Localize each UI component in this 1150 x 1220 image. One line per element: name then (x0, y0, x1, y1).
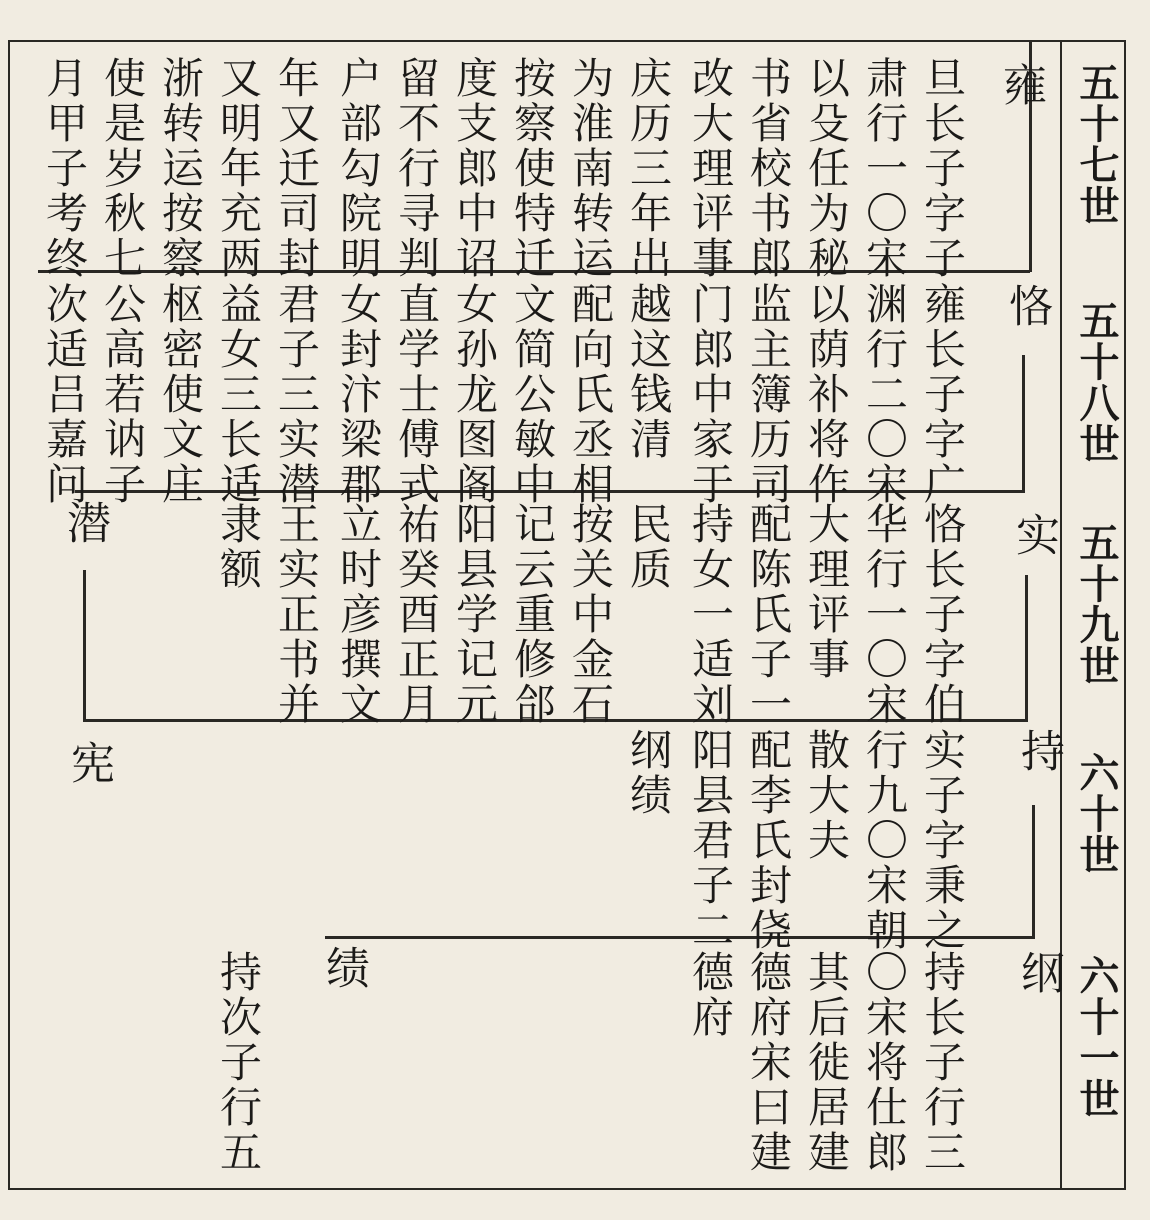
biography-column: 配向氏丞相 (566, 282, 615, 507)
biography-column: 以荫补将作 (802, 282, 851, 507)
biography-column: 庆历三年出 (624, 56, 673, 281)
biography-column: 留不行寻判 (392, 56, 441, 281)
biography-column: 旦长子字子 (918, 56, 967, 281)
biography-column: 隶额 (214, 502, 263, 592)
biography-column: 雍长子字广 (918, 282, 967, 507)
biography-column: 德府宋曰建 (744, 950, 793, 1175)
person-name: 恪 (1001, 283, 1052, 330)
biography-column: 越这钱清 (624, 282, 673, 462)
biography-column: 使是岁秋七 (98, 56, 147, 281)
tree-line-qian-vertical (83, 570, 86, 722)
biography-column: 直学士傅式 (392, 282, 441, 507)
generation-label: 六十世 (1073, 752, 1120, 875)
biography-column: 女孙龙图阁 (450, 282, 499, 507)
biography-column: 大理评事 (802, 502, 851, 682)
biography-column: 以殳任为秘 (802, 56, 851, 281)
biography-column: 配李氏封侥 (744, 728, 793, 953)
biography-column: 文简公敏中 (508, 282, 557, 507)
biography-column: 散大夫 (802, 728, 851, 863)
biography-column: 华行一〇宋 (860, 502, 909, 727)
person-name: 潜 (59, 500, 110, 547)
biography-column: 持长子行三 (918, 950, 967, 1175)
bleed-through-top (0, 0, 1150, 40)
biography-column: 监主簿历司 (744, 282, 793, 507)
biography-column: 公高若讷子 (98, 282, 147, 507)
person-name: 实 (1008, 512, 1059, 559)
biography-column: 改大理评事 (686, 56, 735, 281)
generation-label: 六十一世 (1073, 955, 1120, 1119)
biography-column: 度支郎中诏 (450, 56, 499, 281)
person-name: 纲 (1013, 950, 1064, 997)
tree-line-60-vertical (1032, 805, 1035, 939)
biography-column: 祐癸酉正月 (392, 502, 441, 727)
biography-column: 浙转运按察 (156, 56, 205, 281)
biography-column: 户部勾院明 (334, 56, 383, 281)
tree-line-59-vertical (1025, 575, 1028, 722)
biography-column: 阳县君子二 (686, 728, 735, 953)
biography-column: 君子三实潜 (272, 282, 321, 507)
biography-column: 德府 (686, 950, 735, 1040)
biography-column: 为淮南转运 (566, 56, 615, 281)
biography-column: 阳县学记元 (450, 502, 499, 727)
biography-column: 又明年充两 (214, 56, 263, 281)
biography-column: 实子字秉之 (918, 728, 967, 953)
generation-label: 五十七世 (1073, 62, 1120, 226)
biography-column: 年又迁司封 (272, 56, 321, 281)
generation-column-rule (1060, 40, 1062, 1190)
person-name: 雍 (995, 62, 1046, 109)
biography-column: 益女三长适 (214, 282, 263, 507)
biography-column: 女封汴梁郡 (334, 282, 383, 507)
biography-column: 书省校书郎 (744, 56, 793, 281)
biography-column: 肃行一〇宋 (860, 56, 909, 281)
person-name: 宪 (63, 740, 114, 787)
biography-column: 行九〇宋朝 (860, 728, 909, 953)
person-name: 持 (1013, 728, 1064, 775)
biography-column: 王实正书并 (272, 502, 321, 727)
biography-column: 月甲子考终 (40, 56, 89, 281)
biography-column: 持女一适刘 (686, 502, 735, 727)
biography-column: 恪长子字伯 (918, 502, 967, 727)
biography-column: 纲绩 (624, 728, 673, 818)
biography-column: 次适吕嘉问 (40, 282, 89, 507)
biography-column: 配陈氏子一 (744, 502, 793, 727)
biography-column: 其后徙居建 (802, 950, 851, 1175)
biography-column: 渊行二〇宋 (860, 282, 909, 507)
biography-column: 〇宋将仕郎 (860, 950, 909, 1175)
biography-column: 记云重修郃 (508, 502, 557, 727)
biography-column: 门郎中家于 (686, 282, 735, 507)
biography-column: 按察使特迁 (508, 56, 557, 281)
person-name: 绩 (318, 945, 369, 992)
tree-line-58-vertical (1022, 355, 1025, 493)
biography-column: 按关中金石 (566, 502, 615, 727)
biography-column: 民质 (624, 502, 673, 592)
biography-column: 持次子行五 (214, 950, 263, 1175)
biography-column: 枢密使文庄 (156, 282, 205, 507)
biography-column: 立时彦撰文 (334, 502, 383, 727)
generation-label: 五十八世 (1073, 300, 1120, 464)
generation-label: 五十九世 (1073, 522, 1120, 686)
